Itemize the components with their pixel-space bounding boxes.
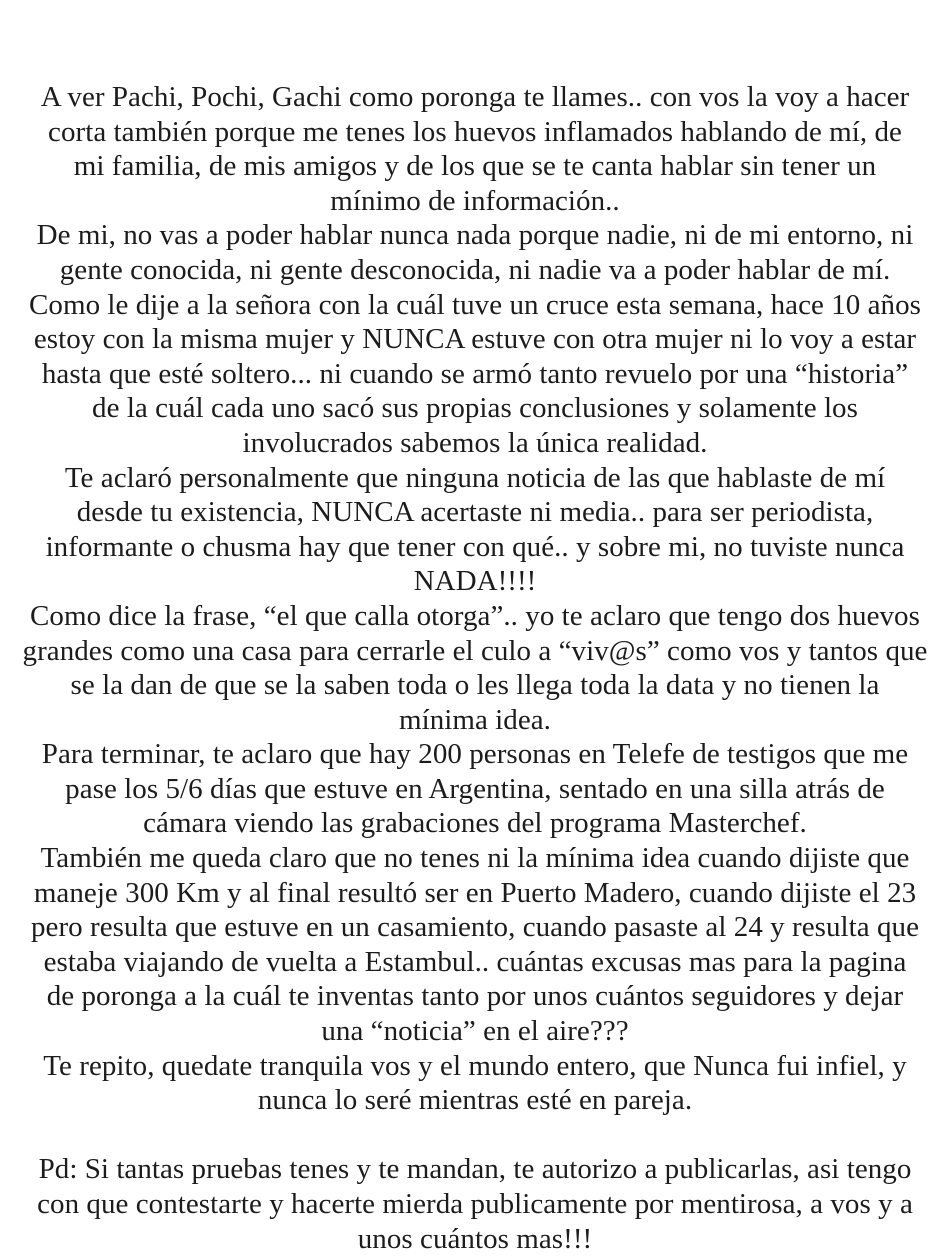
text-line: grandes como una casa para cerrarle el culo a “viv@s” como vos y tantos que <box>22 634 928 667</box>
text-line: mínimo de información.. <box>330 184 620 217</box>
statement-text <box>8 80 942 1256</box>
text-line: cámara viendo las grabaciones del programa Masterchef. <box>143 807 807 840</box>
text-line: También me queda claro que no tenes ni la mínima idea cuando dijiste que <box>40 842 910 875</box>
text-line: maneje 300 Km y al final resultó ser en Puerto Madero, cuando dijiste el 23 <box>33 876 917 909</box>
text-line: mi familia, de mis amigos y de los que se te canta hablar sin tener un <box>73 150 877 183</box>
text-line: una “noticia” en el aire??? <box>321 1015 629 1048</box>
text-line: Como le dije a la señora con la cuál tuve un cruce esta semana, hace 10 años <box>29 288 921 321</box>
text-line: de poronga a la cuál te inventas tanto por unos cuántos seguidores y dejar <box>46 980 904 1013</box>
text-line: Como dice la frase, “el que calla otorga”.. yo te aclaro que tengo dos huevos <box>30 599 920 632</box>
text-line: mínima idea. <box>398 703 551 736</box>
text-line: corta también porque me tenes los huevos inflamados hablando de mí, de <box>48 115 902 148</box>
postscript-line: unos cuántos mas!!! <box>357 1222 593 1255</box>
paragraph-gap <box>8 1118 942 1153</box>
text-line: Para terminar, te aclaro que hay 200 personas en Telefe de testigos que me <box>41 738 909 771</box>
postscript-line: Pd: Si tantas pruebas tenes y te mandan, te autorizo a publicarlas, asi tengo <box>38 1153 912 1186</box>
text-line: nunca lo seré mientras esté en pareja. <box>257 1084 693 1117</box>
text-line: Te aclaró personalmente que ninguna noticia de las que hablaste de mí <box>64 461 886 494</box>
text-line: informante o chusma hay que tener con qué.. y sobre mi, no tuviste nunca <box>45 530 905 563</box>
text-line: pase los 5/6 días que estuve en Argentina, sentado en una silla atrás de <box>65 772 885 805</box>
text-line: A ver Pachi, Pochi, Gachi como poronga te llames.. con vos la voy a hacer <box>40 81 910 113</box>
text-line: pero resulta que estuve en un casamiento, cuando pasaste al 24 y resulta que <box>31 911 919 944</box>
text-line: se la dan de que se la saben toda o les llega toda la data y no tienen la <box>70 669 880 702</box>
text-line: estaba viajando de vuelta a Estambul.. cuántas excusas mas para la pagina <box>43 945 907 978</box>
text-line: involucrados sabemos la única realidad. <box>242 426 708 459</box>
text-line: De mi, no vas a poder hablar nunca nada porque nadie, ni de mi entorno, ni <box>36 219 914 252</box>
text-line: NADA!!!! <box>413 565 537 598</box>
postscript-line: con que contestarte y hacerte mierda publicamente por mentirosa, a vos y a <box>37 1188 913 1220</box>
text-line: desde tu existencia, NUNCA acertaste ni media.. para ser periodista, <box>76 496 874 529</box>
text-line: de la cuál cada uno sacó sus propias conclusiones y solamente los <box>92 392 858 425</box>
text-line: gente conocida, ni gente desconocida, ni nadie va a poder hablar de mí. <box>59 253 891 286</box>
text-line: estoy con la misma mujer y NUNCA estuve con otra mujer ni lo voy a estar <box>33 323 917 356</box>
text-line: Te repito, quedate tranquila vos y el mundo entero, que Nunca fui infiel, y <box>43 1049 907 1082</box>
text-line: hasta que esté soltero... ni cuando se armó tanto revuelo por una “historia” <box>41 357 909 390</box>
